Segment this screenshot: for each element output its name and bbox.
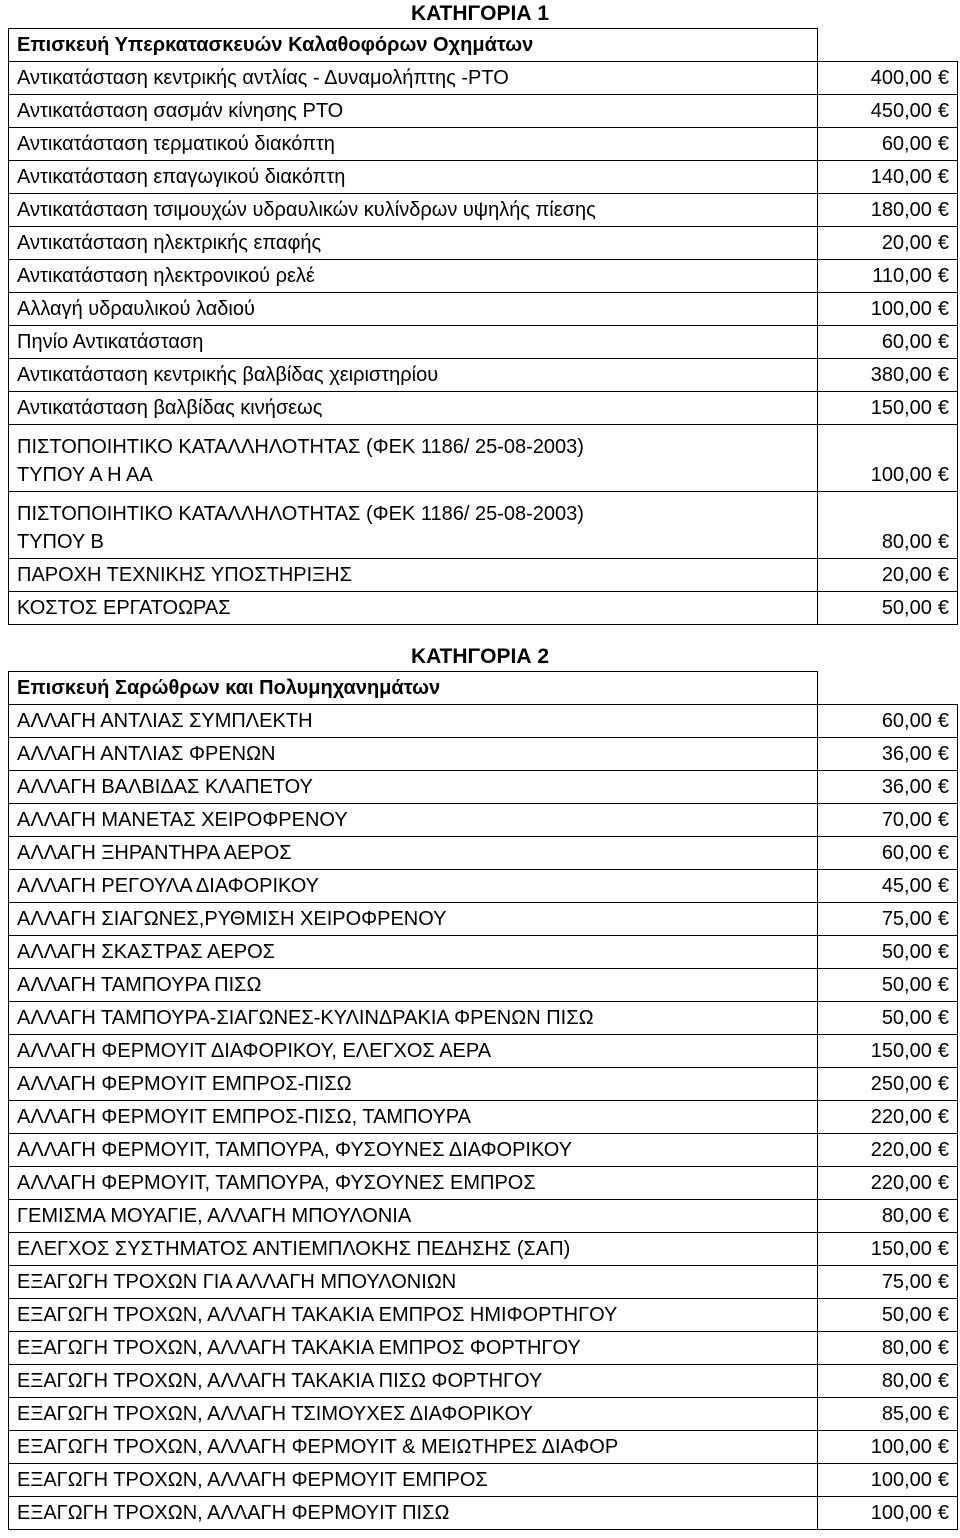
service-description	[9, 1068, 818, 1101]
service-description	[9, 870, 818, 903]
euro-icon: €	[937, 564, 949, 586]
service-description	[9, 559, 818, 592]
service-label: ΕΞΑΓΩΓΗ ΤΡΟΧΩΝ, ΑΛΛΑΓΗ ΤΑΚΑΚΙΑ ΕΜΠΡΟΣ ΗΜΙΦΟΡΤΗΓΟΥ	[17, 1304, 618, 1326]
service-description	[9, 1233, 818, 1266]
service-label: ΑΛΛΑΓΗ ΤΑΜΠΟΥΡΑ-ΣΙΑΓΩΝΕΣ-ΚΥΛΙΝΔΡΑΚΙΑ ΦΡΕΝΩΝ ΠΙΣΩ	[17, 1007, 594, 1029]
price-value: 36,00	[881, 743, 932, 765]
price-value: 80,00	[881, 531, 932, 553]
euro-icon: €	[937, 397, 949, 419]
table-row	[9, 95, 958, 128]
service-description	[9, 738, 818, 771]
category-heading-row	[9, 29, 958, 62]
service-price	[817, 1002, 958, 1035]
price-value: 20,00	[881, 232, 932, 254]
euro-icon: €	[937, 100, 949, 122]
service-price	[817, 1332, 958, 1365]
euro-icon: €	[937, 331, 949, 353]
table-row	[9, 425, 958, 492]
blank-cell	[817, 672, 958, 705]
table-row	[9, 870, 958, 903]
category-2-table	[8, 671, 958, 1530]
table-row	[9, 1431, 958, 1464]
euro-icon: €	[937, 1172, 949, 1194]
service-label: ΑΛΛΑΓΗ ΡΕΓΟΥΛΑ ΔΙΑΦΟΡΙΚΟΥ	[17, 875, 319, 897]
service-price	[817, 804, 958, 837]
service-label: Αλλαγή υδραυλικού λαδιού	[17, 298, 255, 320]
table-row	[9, 592, 958, 625]
service-price	[817, 771, 958, 804]
service-price	[817, 969, 958, 1002]
service-description	[9, 293, 818, 326]
table-row	[9, 559, 958, 592]
euro-icon: €	[937, 908, 949, 930]
service-price	[817, 1299, 958, 1332]
service-label: Αντικατάσταση σασμάν κίνησης PTO	[17, 100, 344, 122]
price-value: 250,00	[870, 1073, 932, 1095]
service-description	[9, 62, 818, 95]
service-price	[817, 326, 958, 359]
service-description	[9, 1365, 818, 1398]
table-row	[9, 903, 958, 936]
euro-icon: €	[937, 1469, 949, 1491]
euro-icon: €	[937, 1337, 949, 1359]
service-price	[817, 1497, 958, 1530]
price-value: 150,00	[870, 1238, 932, 1260]
service-price	[817, 1035, 958, 1068]
service-label: ΕΞΑΓΩΓΗ ΤΡΟΧΩΝ, ΑΛΛΑΓΗ ΤΑΚΑΚΙΑ ΠΙΣΩ ΦΟΡΤΗΓΟΥ	[17, 1370, 543, 1392]
service-description	[9, 1398, 818, 1431]
price-value: 100,00	[870, 464, 932, 486]
service-price	[817, 62, 958, 95]
category-heading: Επισκευή Σαρώθρων και Πολυμηχανημάτων	[9, 672, 818, 705]
service-description	[9, 326, 818, 359]
service-description	[9, 903, 818, 936]
service-label: ΑΛΛΑΓΗ ΦΕΡΜΟΥΙΤ ΕΜΠΡΟΣ-ΠΙΣΩ	[17, 1073, 352, 1095]
service-label: ΑΛΛΑΓΗ ΞΗΡΑΝΤΗΡΑ ΑΕΡΟΣ	[17, 842, 292, 864]
service-price	[817, 1068, 958, 1101]
table-row	[9, 936, 958, 969]
service-label: ΠΙΣΤΟΠΟΙΗΤΙΚΟ ΚΑΤΑΛΛΗΛΟΤΗΤΑΣ (ΦΕΚ 1186/ 25-08-2003)	[17, 436, 584, 458]
service-price	[817, 1101, 958, 1134]
service-price	[817, 492, 958, 559]
price-value: 50,00	[881, 1304, 932, 1326]
euro-icon: €	[937, 597, 949, 619]
price-value: 100,00	[870, 1436, 932, 1458]
service-label: Αντικατάσταση επαγωγικού διακόπτη	[17, 166, 346, 188]
category-2-title: ΚΑΤΗΓΟΡΙΑ 2	[410, 645, 550, 668]
table-row	[9, 738, 958, 771]
service-label-line2: ΤΥΠΟΥ Α Η ΑΑ	[17, 464, 153, 486]
price-value: 70,00	[881, 809, 932, 831]
service-price	[817, 1464, 958, 1497]
euro-icon: €	[937, 133, 949, 155]
euro-icon: €	[937, 1073, 949, 1095]
service-price	[817, 1134, 958, 1167]
table-row	[9, 1497, 958, 1530]
service-label: ΕΞΑΓΩΓΗ ΤΡΟΧΩΝ ΓΙΑ ΑΛΛΑΓΗ ΜΠΟΥΛΟΝΙΩΝ	[17, 1271, 457, 1293]
euro-icon: €	[937, 298, 949, 320]
table-row	[9, 771, 958, 804]
euro-icon: €	[937, 743, 949, 765]
table-row	[9, 1233, 958, 1266]
service-description	[9, 392, 818, 425]
table-row	[9, 969, 958, 1002]
service-label: ΕΞΑΓΩΓΗ ΤΡΟΧΩΝ, ΑΛΛΑΓΗ ΦΕΡΜΟΥΙΤ ΠΙΣΩ	[17, 1502, 450, 1524]
euro-icon: €	[937, 776, 949, 798]
table-row	[9, 326, 958, 359]
service-label: ΑΛΛΑΓΗ ΦΕΡΜΟΥΙΤ, ΤΑΜΠΟΥΡΑ, ΦΥΣΟΥΝΕΣ ΕΜΠΡΟΣ	[17, 1172, 536, 1194]
service-price	[817, 128, 958, 161]
euro-icon: €	[937, 809, 949, 831]
euro-icon: €	[937, 364, 949, 386]
table-row	[9, 837, 958, 870]
table-row	[9, 1002, 958, 1035]
service-price	[817, 559, 958, 592]
category-1-title: ΚΑΤΗΓΟΡΙΑ 1	[410, 2, 550, 25]
service-description	[9, 592, 818, 625]
price-value: 450,00	[870, 100, 932, 122]
price-value: 75,00	[881, 908, 932, 930]
euro-icon: €	[937, 199, 949, 221]
service-price	[817, 95, 958, 128]
service-label: ΚΟΣΤΟΣ ΕΡΓΑΤΟΩΡΑΣ	[17, 597, 231, 619]
service-price	[817, 425, 958, 492]
service-label: ΠΑΡΟΧΗ ΤΕΧΝΙΚΗΣ ΥΠΟΣΤΗΡΙΞΗΣ	[17, 564, 352, 586]
euro-icon: €	[937, 1436, 949, 1458]
service-label: ΓΕΜΙΣΜΑ ΜΟΥΑΓΙΕ, ΑΛΛΑΓΗ ΜΠΟΥΛΟΝΙΑ	[17, 1205, 412, 1227]
table-row	[9, 1365, 958, 1398]
price-value: 140,00	[870, 166, 932, 188]
price-value: 180,00	[870, 199, 932, 221]
service-description	[9, 837, 818, 870]
price-value: 150,00	[870, 1040, 932, 1062]
table-row	[9, 62, 958, 95]
service-description	[9, 227, 818, 260]
category-heading: Επισκευή Υπερκατασκευών Καλαθοφόρων Οχημάτων	[9, 29, 818, 62]
service-price	[817, 227, 958, 260]
price-value: 100,00	[870, 298, 932, 320]
service-description	[9, 95, 818, 128]
table-row	[9, 260, 958, 293]
euro-icon: €	[937, 464, 949, 486]
service-description	[9, 1431, 818, 1464]
service-price	[817, 1431, 958, 1464]
category-1-table	[8, 28, 958, 625]
service-label: Αντικατάσταση κεντρικής αντλίας - Δυναμολήπτης -PTO	[17, 67, 509, 89]
table-row	[9, 227, 958, 260]
table-row	[9, 804, 958, 837]
table-row	[9, 161, 958, 194]
euro-icon: €	[937, 1106, 949, 1128]
service-description	[9, 1497, 818, 1530]
table-row	[9, 293, 958, 326]
service-description	[9, 1035, 818, 1068]
service-description	[9, 804, 818, 837]
service-price	[817, 903, 958, 936]
price-value: 75,00	[881, 1271, 932, 1293]
service-description	[9, 492, 818, 559]
service-price	[817, 870, 958, 903]
price-value: 20,00	[881, 564, 932, 586]
service-price	[817, 161, 958, 194]
service-description	[9, 359, 818, 392]
table-row	[9, 1101, 958, 1134]
service-description	[9, 1134, 818, 1167]
price-value: 220,00	[870, 1106, 932, 1128]
service-description	[9, 771, 818, 804]
service-label: ΕΛΕΓΧΟΣ ΣΥΣΤΗΜΑΤΟΣ ΑΝΤΙΕΜΠΛΟΚΗΣ ΠΕΔΗΣΗΣ (ΣΑΠ)	[17, 1238, 571, 1260]
euro-icon: €	[937, 1205, 949, 1227]
euro-icon: €	[937, 1304, 949, 1326]
service-price	[817, 1365, 958, 1398]
price-value: 100,00	[870, 1502, 932, 1524]
service-label: ΕΞΑΓΩΓΗ ΤΡΟΧΩΝ, ΑΛΛΑΓΗ ΤΑΚΑΚΙΑ ΕΜΠΡΟΣ ΦΟΡΤΗΓΟΥ	[17, 1337, 581, 1359]
service-label: Πηνίο Αντικατάσταση	[17, 331, 204, 353]
service-label: Αντικατάσταση κεντρικής βαλβίδας χειριστηρίου	[17, 364, 439, 386]
service-label: ΑΛΛΑΓΗ ΣΚΑΣΤΡΑΣ ΑΕΡΟΣ	[17, 941, 275, 963]
price-value: 80,00	[881, 1205, 932, 1227]
table-row	[9, 1035, 958, 1068]
service-description	[9, 936, 818, 969]
table-row	[9, 1167, 958, 1200]
service-price	[817, 592, 958, 625]
table-row	[9, 1398, 958, 1431]
euro-icon: €	[937, 1370, 949, 1392]
service-description	[9, 161, 818, 194]
table-row	[9, 1464, 958, 1497]
service-label: ΑΛΛΑΓΗ ΤΑΜΠΟΥΡΑ ΠΙΣΩ	[17, 974, 262, 996]
service-description	[9, 425, 818, 492]
service-label: Αντικατάσταση βαλβίδας κινήσεως	[17, 397, 323, 419]
service-label: Αντικατάσταση ηλεκτρονικού ρελέ	[17, 265, 315, 287]
service-label: ΑΛΛΑΓΗ ΦΕΡΜΟΥΙΤ ΕΜΠΡΟΣ-ΠΙΣΩ, ΤΑΜΠΟΥΡΑ	[17, 1106, 471, 1128]
euro-icon: €	[937, 842, 949, 864]
service-price	[817, 1167, 958, 1200]
service-description	[9, 969, 818, 1002]
price-value: 60,00	[881, 133, 932, 155]
euro-icon: €	[937, 1502, 949, 1524]
service-description	[9, 128, 818, 161]
service-description	[9, 194, 818, 227]
price-value: 60,00	[881, 331, 932, 353]
table-row	[9, 128, 958, 161]
service-price	[817, 936, 958, 969]
table-row	[9, 1068, 958, 1101]
service-description	[9, 1464, 818, 1497]
service-label: ΕΞΑΓΩΓΗ ΤΡΟΧΩΝ, ΑΛΛΑΓΗ ΦΕΡΜΟΥΙΤ & ΜΕΙΩΤΗΡΕΣ ΔΙΑΦΟΡ	[17, 1436, 619, 1458]
euro-icon: €	[937, 974, 949, 996]
service-price	[817, 1200, 958, 1233]
service-description	[9, 1167, 818, 1200]
table-row	[9, 1200, 958, 1233]
table-row	[9, 1299, 958, 1332]
service-label: ΑΛΛΑΓΗ ΣΙΑΓΩΝΕΣ,ΡΥΘΜΙΣΗ ΧΕΙΡΟΦΡΕΝΟΥ	[17, 908, 447, 930]
price-value: 50,00	[881, 597, 932, 619]
euro-icon: €	[937, 531, 949, 553]
service-label: Αντικατάσταση τσιμουχών υδραυλικών κυλίνδρων υψηλής πίεσης	[17, 199, 596, 221]
euro-icon: €	[937, 710, 949, 732]
service-price	[817, 392, 958, 425]
table-row	[9, 1134, 958, 1167]
price-value: 36,00	[881, 776, 932, 798]
service-description	[9, 1002, 818, 1035]
price-value: 400,00	[870, 67, 932, 89]
euro-icon: €	[937, 1271, 949, 1293]
price-value: 60,00	[881, 842, 932, 864]
service-label: ΑΛΛΑΓΗ ΦΕΡΜΟΥΙΤ ΔΙΑΦΟΡΙΚΟΥ, ΕΛΕΓΧΟΣ ΑΕΡΑ	[17, 1040, 492, 1062]
service-description	[9, 1299, 818, 1332]
price-value: 80,00	[881, 1337, 932, 1359]
euro-icon: €	[937, 166, 949, 188]
service-label: ΑΛΛΑΓΗ ΑΝΤΛΙΑΣ ΣΥΜΠΛΕΚΤΗ	[17, 710, 313, 732]
service-price	[817, 260, 958, 293]
service-description	[9, 260, 818, 293]
euro-icon: €	[937, 1403, 949, 1425]
service-price	[817, 194, 958, 227]
price-value: 380,00	[870, 364, 932, 386]
blank-cell	[817, 29, 958, 62]
service-label: Αντικατάσταση τερματικού διακόπτη	[17, 133, 335, 155]
service-description	[9, 1332, 818, 1365]
price-value: 45,00	[881, 875, 932, 897]
table-row	[9, 359, 958, 392]
table-row	[9, 492, 958, 559]
table-row	[9, 194, 958, 227]
euro-icon: €	[937, 1139, 949, 1161]
service-price	[817, 293, 958, 326]
service-label: ΑΛΛΑΓΗ ΑΝΤΛΙΑΣ ΦΡΕΝΩΝ	[17, 743, 276, 765]
category-heading-row	[9, 672, 958, 705]
euro-icon: €	[937, 265, 949, 287]
price-value: 60,00	[881, 710, 932, 732]
service-label: ΕΞΑΓΩΓΗ ΤΡΟΧΩΝ, ΑΛΛΑΓΗ ΤΣΙΜΟΥΧΕΣ ΔΙΑΦΟΡΙΚΟΥ	[17, 1403, 533, 1425]
table-row	[9, 1266, 958, 1299]
service-description	[9, 1266, 818, 1299]
service-label: Αντικατάσταση ηλεκτρικής επαφής	[17, 232, 322, 254]
service-label: ΠΙΣΤΟΠΟΙΗΤΙΚΟ ΚΑΤΑΛΛΗΛΟΤΗΤΑΣ (ΦΕΚ 1186/ 25-08-2003)	[17, 503, 584, 525]
price-value: 220,00	[870, 1172, 932, 1194]
service-description	[9, 1200, 818, 1233]
price-value: 220,00	[870, 1139, 932, 1161]
price-value: 50,00	[881, 1007, 932, 1029]
price-value: 50,00	[881, 974, 932, 996]
price-value: 150,00	[870, 397, 932, 419]
service-price	[817, 359, 958, 392]
price-value: 110,00	[872, 265, 932, 287]
price-value: 80,00	[881, 1370, 932, 1392]
euro-icon: €	[937, 875, 949, 897]
euro-icon: €	[937, 232, 949, 254]
table-row	[9, 705, 958, 738]
table-row	[9, 1332, 958, 1365]
service-label: ΑΛΛΑΓΗ ΒΑΛΒΙΔΑΣ ΚΛΑΠΕΤΟΥ	[17, 776, 313, 798]
service-label: ΑΛΛΑΓΗ ΜΑΝΕΤΑΣ ΧΕΙΡΟΦΡΕΝΟΥ	[17, 809, 348, 831]
service-description	[9, 705, 818, 738]
service-price	[817, 1398, 958, 1431]
service-price	[817, 1266, 958, 1299]
price-value: 85,00	[881, 1403, 932, 1425]
euro-icon: €	[937, 67, 949, 89]
service-price	[817, 1233, 958, 1266]
service-description	[9, 1101, 818, 1134]
euro-icon: €	[937, 1007, 949, 1029]
service-price	[817, 705, 958, 738]
service-label: ΕΞΑΓΩΓΗ ΤΡΟΧΩΝ, ΑΛΛΑΓΗ ΦΕΡΜΟΥΙΤ ΕΜΠΡΟΣ	[17, 1469, 488, 1491]
price-value: 100,00	[870, 1469, 932, 1491]
service-price	[817, 837, 958, 870]
table-row	[9, 392, 958, 425]
euro-icon: €	[937, 941, 949, 963]
service-label-line2: ΤΥΠΟΥ Β	[17, 531, 104, 553]
euro-icon: €	[937, 1238, 949, 1260]
price-value: 50,00	[881, 941, 932, 963]
euro-icon: €	[937, 1040, 949, 1062]
service-label: ΑΛΛΑΓΗ ΦΕΡΜΟΥΙΤ, ΤΑΜΠΟΥΡΑ, ΦΥΣΟΥΝΕΣ ΔΙΑΦΟΡΙΚΟΥ	[17, 1139, 572, 1161]
service-price	[817, 738, 958, 771]
